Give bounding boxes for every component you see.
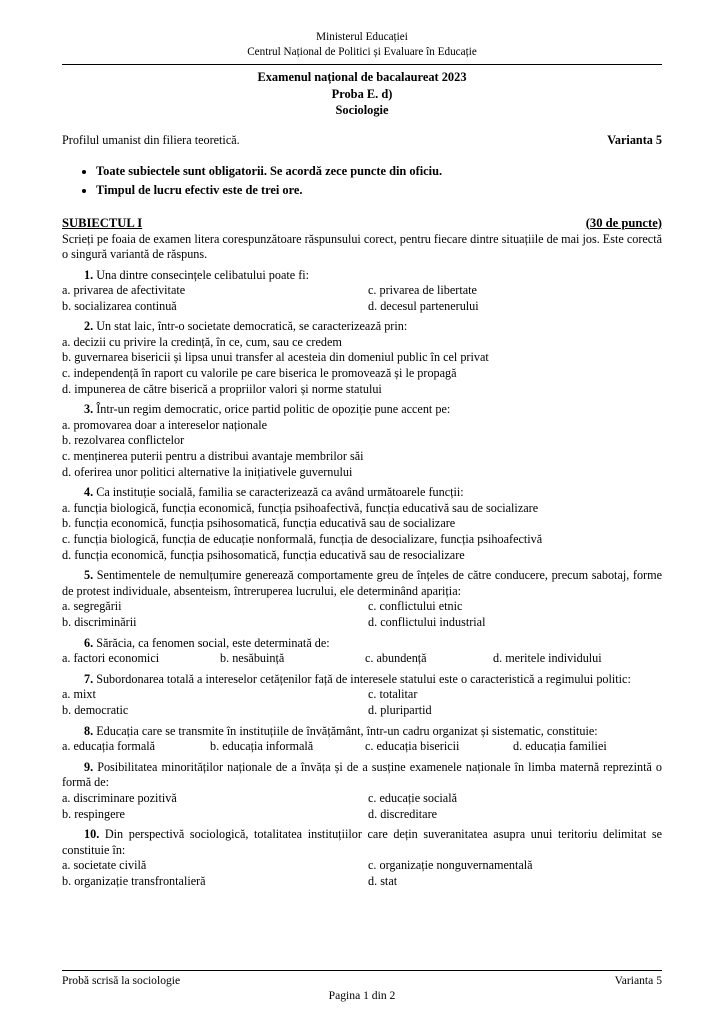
option-d: d. educația familiei <box>513 739 607 754</box>
option-a: a. decizii cu privire la credință, în ce, cum, sau ce credem <box>62 334 342 349</box>
option-d: d. decesul partenerului <box>368 298 479 313</box>
list-item: • Toate subiectele sunt obligatorii. Se acordă zece puncte din oficiu. <box>96 162 662 181</box>
question-number: 10. <box>84 827 100 842</box>
footer-left: Probă scrisă la sociologie <box>62 974 181 987</box>
question-4 <box>62 485 662 563</box>
option-c: c. educație socială <box>368 790 457 805</box>
profile-line: Profilul umanist din filiera teoretică. <box>62 132 240 147</box>
option-c: c. menținerea puterii pentru a distribui avantaje membrilor săi <box>62 449 364 464</box>
option-a: a. segregării <box>62 599 122 614</box>
question-stem <box>62 568 662 599</box>
general-instructions-list <box>62 162 662 200</box>
options <box>62 858 662 889</box>
option-c: c. abundență <box>365 651 427 666</box>
question-stem <box>62 402 662 418</box>
question-text: Sentimentele de nemulțumire generează comportamente greu de înțeles de către conducere, precum sabotaj, forme de protest individuale, absenteism, întreruperea lucrului, ele determinând apariția: <box>62 568 662 598</box>
options <box>62 418 662 480</box>
page-footer <box>62 970 662 1002</box>
option-d: d. impunerea de către biserică a propriilor valori și norme statului <box>62 381 382 396</box>
option-d: d. conflictului industrial <box>368 614 486 629</box>
option-a: a. mixt <box>62 687 96 702</box>
document-header <box>62 30 662 119</box>
question-text: Din perspectivă sociologică, totalitatea instituțiilor care dețin suveranitatea asupra unui teritoriu delimitat se constituie în: <box>62 827 662 857</box>
question-text: Posibilitatea minorităților naționale de a învăța și de a susține examenele naționale în limba maternă reprezintă o formă de: <box>62 759 663 790</box>
exam-subject: Sociologie <box>335 103 389 117</box>
option-b: b. respingere <box>62 806 125 821</box>
options <box>62 791 662 822</box>
footer-right: Varianta 5 <box>614 974 662 987</box>
option-d: d. stat <box>368 873 398 888</box>
option-a: a. educația formală <box>62 739 156 754</box>
option-b: b. democratic <box>62 702 129 717</box>
options <box>62 283 662 314</box>
ministry-line: Ministerul Educației <box>316 31 408 43</box>
question-stem <box>62 724 662 740</box>
question-number: 3. <box>84 402 94 417</box>
question-number: 1. <box>84 267 94 282</box>
option-d: d. meritele individului <box>493 651 602 666</box>
question-text: Subordonarea totală a intereselor cetățenilor față de interesele statului este o caracteristică a regimului politic: <box>96 671 631 686</box>
question-stem <box>62 319 662 335</box>
options <box>62 651 662 667</box>
option-a: a. privarea de afectivitate <box>62 283 186 298</box>
option-b: b. rezolvarea conflictelor <box>62 433 185 448</box>
options <box>62 501 662 563</box>
question-number: 6. <box>84 635 94 650</box>
option-b: b. organizație transfrontalieră <box>62 873 206 888</box>
option-a: a. societate civilă <box>62 858 147 873</box>
question-stem <box>62 636 662 652</box>
question-8 <box>62 724 662 755</box>
question-7 <box>62 672 662 719</box>
exam-proba: Proba E. d) <box>331 86 393 101</box>
option-c: c. totalitar <box>368 687 418 702</box>
option-c: c. educația bisericii <box>365 739 460 754</box>
option-d: d. oferirea unor politici alternative la inițiativele guvernului <box>62 464 353 479</box>
question-10 <box>62 827 662 889</box>
option-c: c. independență în raport cu valorile pe care biserica le promovează și le propagă <box>62 366 457 381</box>
question-number: 4. <box>84 485 94 500</box>
subject-label: SUBIECTUL I <box>62 215 143 230</box>
option-a: a. factori economici <box>62 651 160 666</box>
question-stem <box>62 485 662 501</box>
option-d: d. discreditare <box>368 806 438 821</box>
question-text: Ca instituție socială, familia se caracterizează ca având următoarele funcții: <box>96 485 464 500</box>
question-5 <box>62 568 662 630</box>
question-1 <box>62 268 662 315</box>
options <box>62 739 662 755</box>
option-c: c. conflictului etnic <box>368 599 463 614</box>
question-stem <box>62 268 662 284</box>
question-text: Educația care se transmite în instituțiile de învățământ, într-un cadru organizat și sistematic, constituie: <box>96 723 598 738</box>
question-2 <box>62 319 662 397</box>
subject-points: (30 de puncte) <box>585 215 662 230</box>
option-d: d. funcția economică, funcția psihosomatică, funcția educativă sau de resocializare <box>62 547 465 562</box>
option-b: b. guvernarea bisericii și lipsa unui transfer al acesteia din domeniul public în cel privat <box>62 350 489 365</box>
question-9 <box>62 760 662 822</box>
subject-header <box>62 216 662 231</box>
question-number: 2. <box>84 319 94 334</box>
option-a: a. funcția biologică, funcția economică, funcția psihoafectivă, funcția educativă sau de socializare <box>62 500 539 515</box>
question-number: 8. <box>84 723 94 738</box>
question-number: 7. <box>84 671 94 686</box>
header-divider <box>62 64 662 65</box>
option-c: c. organizație nonguvernamentală <box>368 858 533 873</box>
exam-title: Examenul național de bacalaureat 2023 <box>257 70 467 84</box>
question-number: 5. <box>84 568 94 583</box>
list-item: • Timpul de lucru efectiv este de trei ore. <box>96 181 662 200</box>
option-d: d. pluripartid <box>368 702 432 717</box>
option-b: b. socializarea continuă <box>62 298 177 313</box>
question-number: 9. <box>84 759 94 774</box>
question-stem <box>62 672 662 688</box>
options <box>62 599 662 630</box>
option-b: b. nesăbuință <box>220 651 285 666</box>
option-b: b. discriminării <box>62 614 137 629</box>
option-b: b. funcția economică, funcția psihosomatică, funcția educativă sau de socializare <box>62 516 456 531</box>
page-number: Pagina 1 din 2 <box>328 989 396 1002</box>
center-line: Centrul Național de Politici și Evaluare în Educație <box>247 46 477 58</box>
option-c: c. privarea de libertate <box>368 283 477 298</box>
question-6 <box>62 636 662 667</box>
subject-instructions: Scrieți pe foaia de examen litera corespunzătoare răspunsului corect, pentru fiecare dintre situațiile de mai jos. Este corectă o singură variantă de răspuns. <box>62 231 662 261</box>
option-c: c. funcția biologică, funcția de educație nonformală, funcția de desocializare, funcția psihoafectivă <box>62 532 543 546</box>
question-stem <box>62 827 662 858</box>
option-a: a. discriminare pozitivă <box>62 790 177 805</box>
question-text: Sărăcia, ca fenomen social, este determinată de: <box>96 635 330 650</box>
options <box>62 335 662 397</box>
question-text: Într-un regim democratic, orice partid politic de opoziție pune accent pe: <box>96 402 451 417</box>
question-stem <box>62 760 662 791</box>
option-a: a. promovarea doar a intereselor naționale <box>62 417 268 432</box>
question-3 <box>62 402 662 480</box>
option-b: b. educația informală <box>210 739 314 754</box>
question-text: Una dintre consecințele celibatului poate fi: <box>96 267 310 282</box>
variant-label: Varianta 5 <box>607 132 662 147</box>
options <box>62 687 662 718</box>
question-text: Un stat laic, într-o societate democratică, se caracterizează prin: <box>96 319 408 334</box>
